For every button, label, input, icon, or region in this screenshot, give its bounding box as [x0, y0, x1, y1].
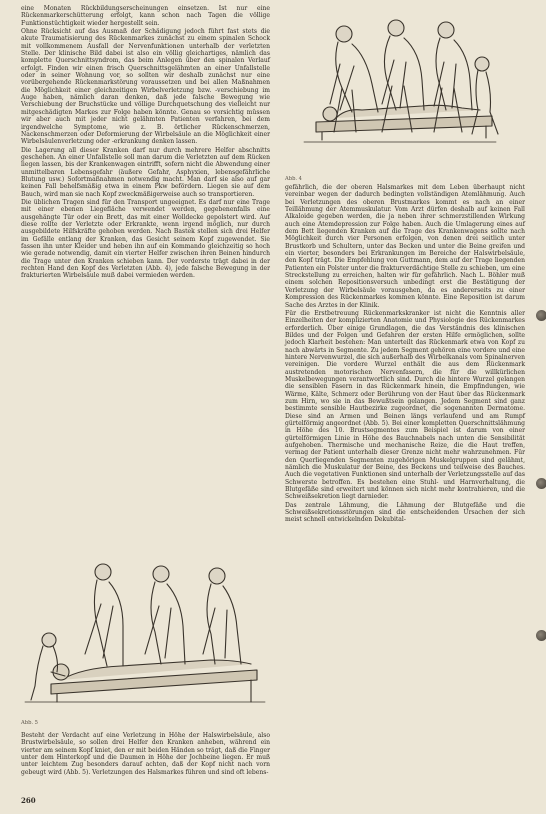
paragraph: gefährlich, die der oberen Halsmarkes mit dem Leben überhaupt nicht vereinbar wegen der dadurch bedingten vollständigen Atemlähmung. Auch bei Verletzungen des oberen Brustmarkes kommt es nach an einer Teillähmung der Atemmuskulatur. Vom Arzt dürfen deshalb auf keinen Fall Alkaloide gegeben werden, die ja neben ihrer schmerzstillenden Wirkung auch eine Atemdepression zur Folge haben. Auch die Umlagerung eines auf dem Bett liegenden Kranken auf die Trage des Krankenwagens sollte nach Möglichkeit durch vier Personen erfolgen, von denen drei seitlich unter Brustkorb und Schultern, unter das Becken und unter die Beine greifen und ein vierter, besonders bei Erkrankungen im Bereiche der Halswirbelsäule, den Kopf trägt. Die Empfehlung von Guttmann, dem auf der Trage liegenden Patienten ein Polster unter die frakturverdächtige Stelle zu schieben, um eine Streckstellung zu erreichen, halten wir für gefährlich. Nach L. Böhler muß einem solchen Repositionsversuch unbedingt erst die Bestätigung der Verletzung der Wirbelsäule vorausgehen, da es andererseits zu einer Kompression des Rückenmarkes kommen könnte. Eine Reposition ist darum Sache des Arztes in der Klinik.: [285, 184, 525, 309]
binder-hole-bottom: [536, 630, 546, 641]
paragraph: Die Lagerung all dieser Kranken darf nur durch mehrere Helfer abschnitts geschehen. An einer Unfallstelle soll man darum die Verletzten auf dem Rücken liegen lassen, bis der Krankenwagen eintrifft, sofern nicht die Abwendung einer unmittelbaren Lebensgefahr (äußere Gefahr, Asphyxien, lebensgefährliche Blutung usw.) Sofortmaßnahmen notwendig macht. Man darf sie also auf gar keinen Fall behelfsmäßig etwa in einem Pkw befördern. Liegen sie auf dem Bauch, wird man sie nach Kopf zweckmäßigerweise auch so transportieren.: [21, 146, 270, 198]
page-number: 260: [21, 796, 36, 805]
text-column-right: [285, 184, 525, 524]
paragraph: Die üblichen Tragen sind für den Transport ungeeignet. Es darf nur eine Trage mit einer ebenen Liegefläche verwendet werden, gegebenenfalls eine ausgehängte Tür oder ein Brett, das mit einer Wolldecke gepolstert wird. Auf diese rollte der Verletzte oder Erkrankte, wenn irgend möglich, nur durch ausgebildete Hilfskräfte gehoben werden. Nach Bastek stellen sich drei Helfer im Gefälle entlang der Kranken, das Gesicht seinem Kopf zugewendet. Sie fassen ihn unter Kleider und heben ihn auf ein Kommando gleichzeitig so hoch wie gerade notwendig, damit ein vierter Helfer zwischen ihren Beinen hindurch die Trage unter den Kranken schieben kann. Der vorderste trägt dabei in der rechten Hand den Kopf des Verletzten (Abb. 4), jede falsche Bewegung in der frakturierten Wirbelsäule muß dabei vermieden werden.: [21, 198, 270, 280]
paragraph: Für die Erstbetreuung Rückenmarkskranker ist nicht die Kenntnis aller Einzelheiten der komplizierten Anatomie und Physiologie des Rückenmarkes erforderlich. Über einige Grundlagen, die das Verständnis des klinischen Bildes und der Folgen und Gefahren der ersten Hilfe ermöglichen, sollte jedoch Klarheit bestehen: Man unterteilt das Rückenmark etwa von Kopf zu nach abwärts in Segmente. Zu jedem Segment gehören eine vordere und eine hintere Nervenwurzel, die sich außerhalb des Wirbelkanals vom Spinalnerven vereinigen. Die vordere Wurzel enthält die aus dem Rückenmark austretenden motorischen Nervenfasern, die für die willkürlichen Muskelbewegungen verantwortlich sind. Durch die hintere Wurzel gelangen die sensiblen Fasern in das Rückenmark hinein, die Empfindungen, wie Wärme, Kälte, Schmerz oder Berührung von der Haut über das Rückenmark zum Hirn, wo sie in das Bewußtsein gelangen. Jedem Segment sind ganz bestimmte sensible Hautbezirke zugeordnet, die sogenannten Dermatome. Diese sind an Armen und Beinen längs verlaufend und am Rumpf gürtelförmig angeordnet (Abb. 5). Bei einer kompletten Querschnittslähmung in Höhe des 10. Brustsegmentes zum Beispiel ist darum von einer gürtelförmigen Linie in Höhe des Bauchnabels nach unten die Sensibilität aufgehoben. Thermische und mechanische Reize, die die Haut treffen, vermag der Patient unterhalb dieser Grenze nicht mehr wahrzunehmen. Für den Querliegenden Segmenten zugehörigen Muskelgruppen sind gelähmt, nämlich die Muskulatur der Beine, des Beckens und teilweise des Bauches. Auch die vegetativen Funktionen sind unterhalb der Verletzungsstelle auf das Schwerste betroffen. Es bestehen eine Stuhl- und Harnverhaltung, die Blutgefäße sind erweitert und können sich nicht mehr kontrahieren, und die Schweißsekretion liegt darnieder.: [285, 309, 525, 501]
figure-caption: Abb. 4: [285, 176, 302, 182]
illustration-patient-lifting: [296, 4, 508, 166]
text-column-left-top: [21, 5, 270, 280]
paragraph: Besteht der Verdacht auf eine Verletzung in Höhe der Halswirbelsäule, also Brustwirbelsäule, so sollen drei Helfer den Kranken anheben, während ein vierter am seinem Kopf kniet, den er mit beiden Händen so trägt, daß die Finger unter dem Hinterkopf und die Daumen in Höhe der Jochbeine liegen. Er muß unter leichtem Zug besonders darauf achten, daß der Kopf nicht nach vorn gebeugt wird (Abb. 5). Verletzungen des Halsmarkes führen und sind oft lebens-: [21, 732, 270, 776]
paragraph: Ohne Rücksicht auf das Ausmaß der Schädigung jedoch führt fast stets die akute Traumatisierung des Rückenmarkes zunächst zu einem spinalen Schock mit vollkommenem Ausfall der Nervenfunktionen unterhalb der verletzten Stelle. Der klinische Bild dabei ist also ein völlig gleichartiges, nämlich das komplette Querschnittsyndrom, das beim Anlegen über den spinalen Verlauf erfolgt. Finden wir einen frisch Querschnittsgelähmten an einer Unfallstelle oder in seiner Wohnung vor, so sollten wir deshalb zunächst nur eine vorübergehende Rückenmarkstörung voraussetzen und bei allen Maßnahmen die Möglichkeit einer gleichzeitigen Wirbelverletzung bzw. -verschiebung im Auge haben, nämlich daran denken, daß jede falsche Bewegung wie Verschiebung der Bruchstücke und völlige Durchquetschung des vielleicht nur mitgeschädigten Markes zur Folge haben könnte. Genau so vorsichtig müssen wir aber auch mit jeder nicht gelähmten Patienten verfahren, bei dem irgendwelche Symptome, wie z. B. örtlicher Rückenschmerzen, Nackenschmerzen oder Deformierung der Wirbelsäule an die Möglichkeit einer Wirbelsäulenverletzung oder -erkrankung denken lassen.: [21, 28, 270, 146]
binder-hole-middle: [536, 478, 546, 489]
illustration-head-support: [21, 552, 270, 714]
paragraph: eine Monaten Rückbildungserscheinungen einsetzen. Ist nur eine Rückenmarkerschütterung erfolgt, kann schon nach Tagen die völlige Funktionstüchtigkeit wieder hergestellt sein.: [21, 5, 270, 27]
paragraph: Das zentrale Lähmung, die Lähmung der Blutgefäße und die Schweißsekretionsstörungen sind die entscheidenden Ursachen der sich meist schnell entwickelnden Dekubital-: [285, 501, 525, 524]
text-column-left-bottom: [21, 732, 270, 776]
figure-caption: Abb. 5: [21, 720, 38, 726]
binder-hole-top: [536, 310, 546, 321]
